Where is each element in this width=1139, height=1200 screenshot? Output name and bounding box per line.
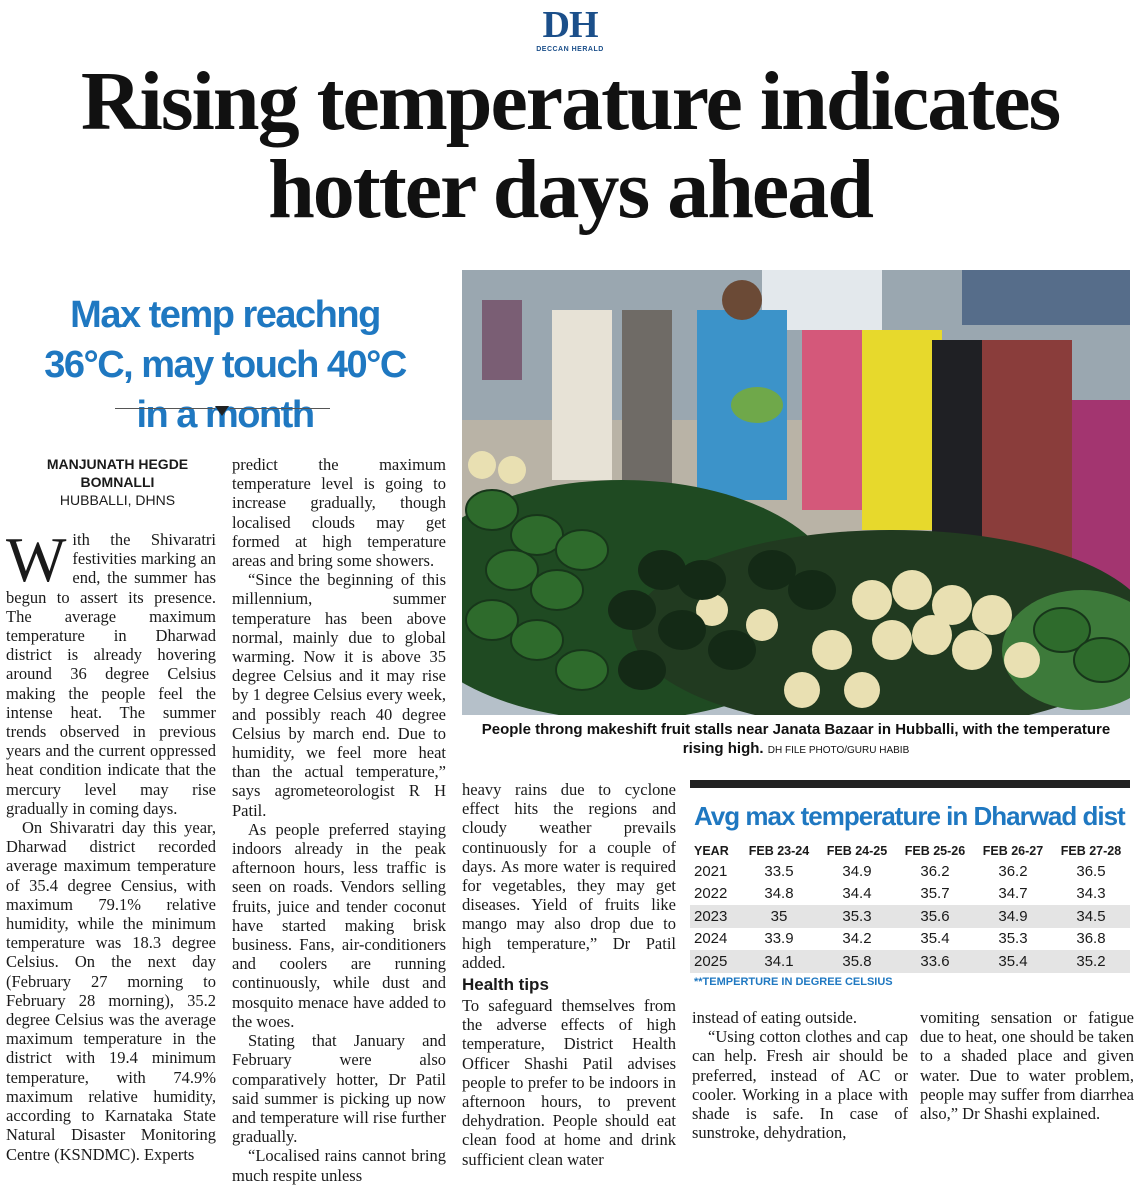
table-cell: 36.5: [1076, 862, 1106, 880]
table-row: [690, 928, 1130, 951]
table-cell: 33.6: [896, 950, 974, 973]
article-column-4: [692, 1008, 908, 1142]
masthead: [520, 4, 620, 53]
table-cell: 34.3: [1076, 885, 1106, 903]
photo-credit: DH FILE PHOTO/GURU HABIB: [767, 745, 910, 756]
divider: [115, 408, 215, 409]
temperature-table: [690, 842, 1130, 973]
article-paragraph: Stating that January and February were also comparatively hotter, Dr Patil said summer is picking up now and temperature will rise further gradually.: [232, 1031, 446, 1147]
table-cell: 35.3: [818, 905, 896, 928]
caption-text: People throng makeshift fruit stalls near Janata Bazaar in Hubballi, with the temperature rising high.: [481, 721, 1111, 757]
article-paragraph: As people preferred staying indoors already in the peak afternoon hours, less traffic is seen on roads. Vendors selling fruits, juice and tender coconut have started making brisk business. Fans, air-conditioners and coolers are running continuously, while dust and mosquito menace have added to the woes.: [232, 819, 446, 1031]
fruit-stall-illustration: [462, 270, 1130, 715]
table-cell: 33.5: [764, 862, 794, 880]
article-paragraph: “Since the beginning of this millennium, summer temperature has been above normal, mainly due to global warming. Now it is above 35 degree Celsius and it may rise by 1 degree Celsius every week, and possibly reach 40 degree Celsius by march end. Due to humidity, we feel more heat than the actual temperature,” says agrometeorologist R H Patil.: [232, 570, 446, 820]
article-paragraph: predict the maximum temperature level is going to increase gradually, though localised clouds may get formed at high temperature areas and bring some showers.: [232, 455, 446, 571]
table-row: [690, 950, 1130, 973]
table-cell: 35.3: [998, 930, 1028, 948]
table-cell: 36.2: [998, 862, 1028, 880]
table-cell: 34.9: [974, 905, 1052, 928]
column-header: FEB 26-27: [982, 844, 1044, 858]
pointer-triangle-icon: [215, 406, 229, 416]
dh-logo: DH: [542, 4, 598, 46]
table-cell: 36.2: [920, 862, 950, 880]
table-cell: 34.2: [842, 930, 872, 948]
table-cell: 35.8: [818, 950, 896, 973]
table-cell: 34.5: [1052, 905, 1130, 928]
column-header: YEAR: [694, 844, 729, 858]
news-photo: [462, 270, 1130, 715]
article-paragraph: To safeguard themselves from the adverse effects of high temperature, District Health Officer Shashi Patil advises people to prefer to be indoors in afternoon hours, to prevent dehydration. People should eat clean food at home and drink sufficient clean water: [462, 996, 676, 1169]
table-cell: 35.7: [920, 885, 950, 903]
table-cell: 35.4: [974, 950, 1052, 973]
headline: Rising temperature indicates hotter days ahead: [80, 55, 1060, 236]
byline: [10, 455, 225, 509]
table-header-row: [690, 842, 1130, 860]
column-header: FEB 25-26: [904, 844, 966, 858]
article-column-5: [920, 1008, 1134, 1123]
article-paragraph: On Shivaratri day this year, Dharwad district recorded average maximum temperature of 35.4 degree Censius, with maximum 79.1% relative humidity, while the minimum temperature was 18.3 degree Celsius. On the next day (February 27 morning to February 28 morning), 35.2 degree Celsius was the average maximum temperature in the district with 19.4 minimum temperature, with 74.9% maximum relative humidity, according to Karnataka State Natural Disaster Monitoring Centre (KSNDMC). Experts: [6, 818, 216, 1164]
health-tips-heading: Health tips: [462, 975, 549, 995]
table-cell: 36.8: [1076, 930, 1106, 948]
article-paragraph: vomiting sensation or fatigue due to heat, one should be taken to a shaded place and given water. Due to water problem, people may suffer from diarrhea also,” Dr Shashi explained.: [920, 1008, 1134, 1124]
article-paragraph: “Using cotton clothes and cap can help. Fresh air should be preferred, instead of AC or cooler. Working in a place with shade is safe. In case of sunstroke, dehydration,: [692, 1027, 908, 1143]
masthead-name: DECCAN HERALD: [536, 46, 604, 53]
dateline: HUBBALLI, DHNS: [59, 492, 176, 508]
table-cell: 2024: [694, 930, 728, 948]
article-column-3: [462, 780, 676, 1169]
table-cell: 2022: [694, 885, 728, 903]
table-cell: 34.1: [740, 950, 818, 973]
table-cell: 34.4: [842, 885, 872, 903]
table-cell: 35.6: [896, 905, 974, 928]
table-cell: 34.8: [764, 885, 794, 903]
temperature-table-box: [690, 780, 1130, 992]
table-cell: 2025: [690, 950, 740, 973]
table-cell: 35.2: [1052, 950, 1130, 973]
column-header: FEB 27-28: [1060, 844, 1122, 858]
article-paragraph: With the Shivaratri festivities marking an end, the summer has begun to assert its presence. The average maximum temperature in Dharwad district is already hovering around 36 degree Celsius making the people feel the intense heat. The summer trends observed in previous years and the current oppressed heat condition indicate that the mercury level may rise gradually in coming days.: [6, 524, 216, 818]
table-cell: 35.4: [920, 930, 950, 948]
subhead: Max temp reachng 36°C, may touch 40°C in a month: [44, 294, 406, 436]
drop-cap: W: [6, 524, 67, 595]
table-cell: 33.9: [764, 930, 794, 948]
table-footnote: **TEMPERTURE IN DEGREE CELSIUS: [694, 976, 893, 988]
table-top-bar: [690, 780, 1130, 788]
article-paragraph: heavy rains due to cyclone effect hits the regions and cloudy weather prevails continuously for a couple of days. As more water is required for vegetables, they may get diseases. Yield of fruits like mango may also drop due to high temperature,” Dr Patil added.: [462, 780, 676, 972]
article-column-2: [232, 455, 446, 1185]
table-cell: 35: [740, 905, 818, 928]
column-header: FEB 24-25: [826, 844, 888, 858]
table-title: Avg max temperature in Dharwad dist: [694, 801, 1125, 831]
table-cell: 34.9: [842, 862, 872, 880]
table-row: [690, 905, 1130, 928]
photo-caption: [462, 720, 1130, 760]
table-row: [690, 883, 1130, 906]
table-cell: 2021: [694, 862, 728, 880]
table-cell: 2023: [690, 905, 740, 928]
divider: [230, 408, 330, 409]
table-cell: 34.7: [998, 885, 1028, 903]
article-paragraph: “Localised rains cannot bring much respite unless: [232, 1146, 446, 1185]
table-row: [690, 860, 1130, 883]
article-column-1: [6, 524, 216, 1164]
column-header: FEB 23-24: [748, 844, 810, 858]
article-paragraph: instead of eating outside.: [692, 1008, 857, 1027]
author-name: MANJUNATH HEGDE BOMNALLI: [46, 456, 189, 490]
